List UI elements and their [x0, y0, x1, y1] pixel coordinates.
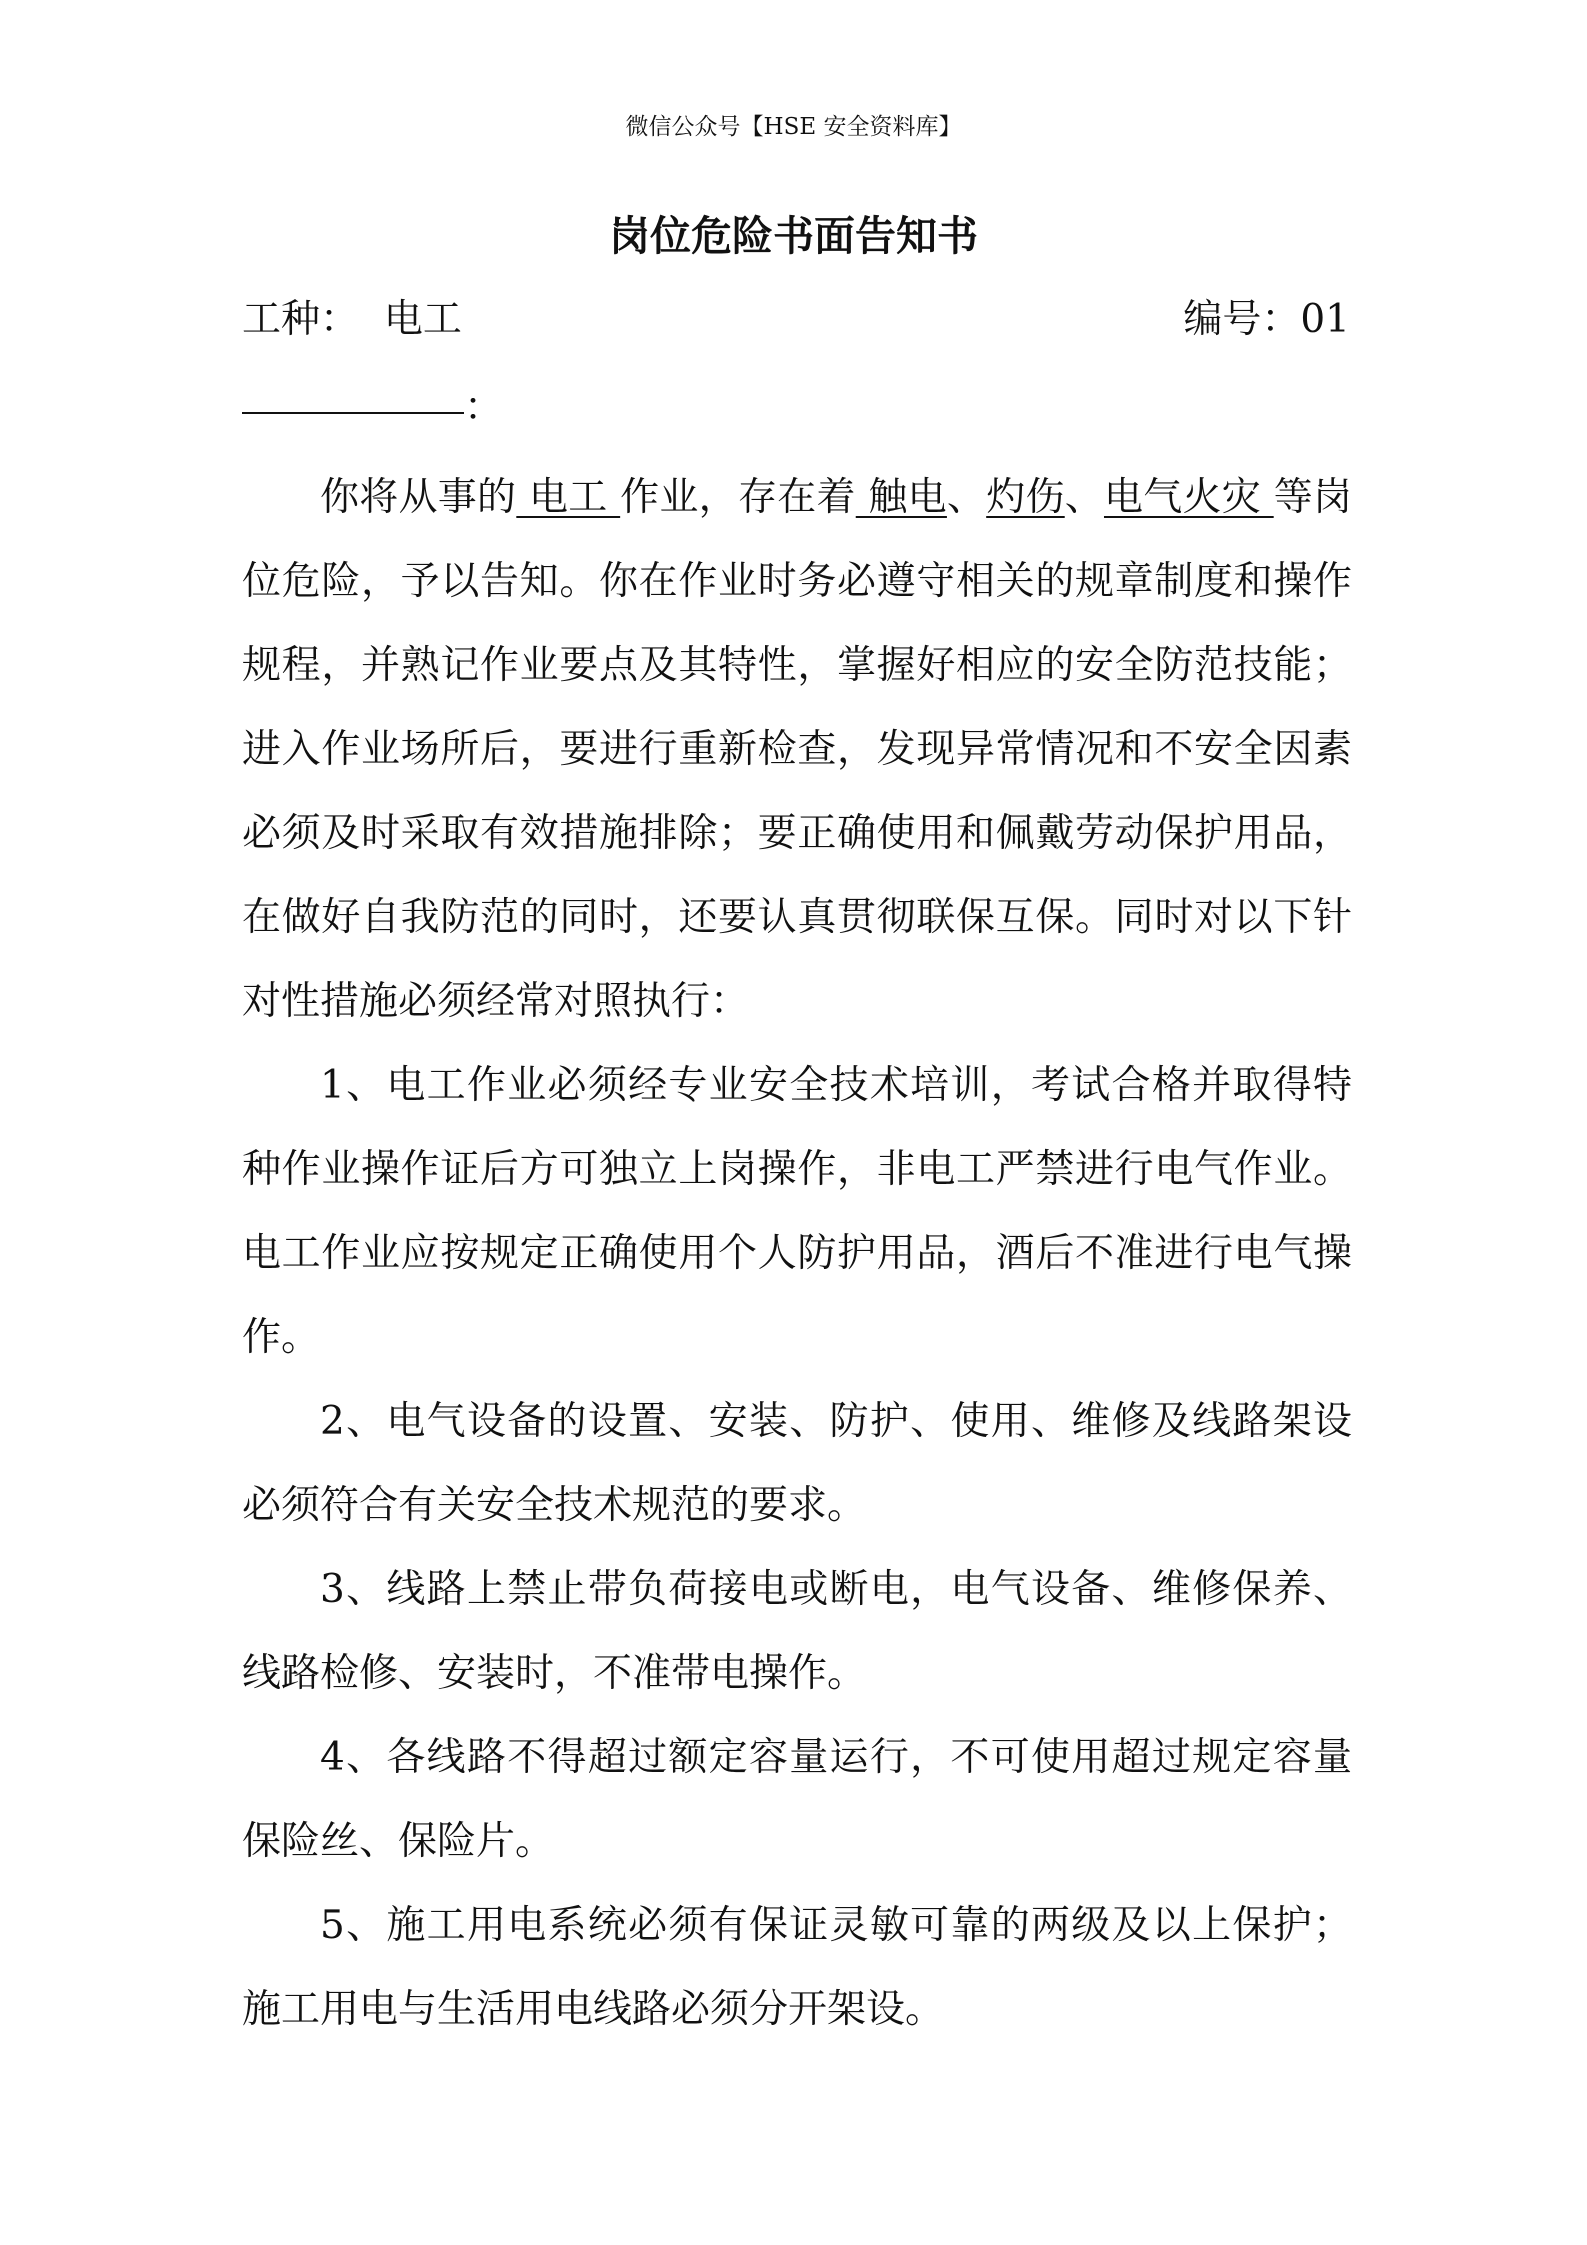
intro-job: 电工 [516, 475, 621, 520]
intro-mid: 作业，存在着 [620, 475, 856, 520]
meta-row [242, 290, 1350, 350]
notice-body [242, 456, 1352, 2052]
measure-item: 1、电工作业必须经专业安全技术培训，考试合格并取得特种作业操作证后方可独立上岗操作，非电工严禁进行电气作业。电工作业应按规定正确使用个人防护用品，酒后不准进行电气操作。 [242, 1063, 1352, 1360]
recipient-line [242, 378, 503, 438]
document-title: 岗位危险书面告知书 [609, 212, 978, 260]
hazard-sep-2: 、 [1064, 475, 1104, 520]
measure-item: 4、各线路不得超过额定容量运行，不可使用超过规定容量保险丝、保险片。 [242, 1735, 1352, 1864]
recipient-blank [242, 378, 464, 414]
measure-item: 5、施工用电系统必须有保证灵敏可靠的两级及以上保护；施工用电与生活用电线路必须分开架设。 [242, 1903, 1352, 2032]
document-number [1183, 290, 1350, 350]
intro-prefix: 你将从事的 [320, 475, 517, 520]
intro-paragraph [242, 456, 1352, 1044]
hazard-2: 灼伤 [986, 475, 1065, 520]
number-label: 编号： [1183, 297, 1301, 342]
job-type-value: 电工 [383, 297, 462, 342]
job-type-label: 工种： [242, 297, 360, 342]
hazard-3: 电气火灾 [1103, 475, 1274, 520]
job-type [242, 290, 462, 350]
hazard-1: 触电 [855, 475, 947, 520]
measure-item: 3、线路上禁止带负荷接电或断电，电气设备、维修保养、线路检修、安装时，不准带电操作。 [242, 1567, 1352, 1696]
measure-item: 2、电气设备的设置、安装、防护、使用、维修及线路架设必须符合有关安全技术规范的要求。 [242, 1399, 1352, 1528]
hazard-sep-1: 、 [946, 475, 987, 520]
number-value: 01 [1300, 297, 1350, 342]
intro-rest: 等岗位危险，予以告知。你在作业时务必遵守相关的规章制度和操作规程，并熟记作业要点及其特性，掌握好相应的安全防范技能；进入作业场所后，要进行重新检查，发现异常情况和不安全因素必须及时采取有效措施排除；要正确使用和佩戴劳动保护用品，在做好自我防范的同时，还要认真贯彻联保互保。同时对以下针对性措施必须经常对照执行： [242, 475, 1352, 1024]
recipient-colon: ： [464, 385, 504, 430]
header-watermark: 微信公众号【HSE 安全资料库】 [625, 114, 962, 140]
